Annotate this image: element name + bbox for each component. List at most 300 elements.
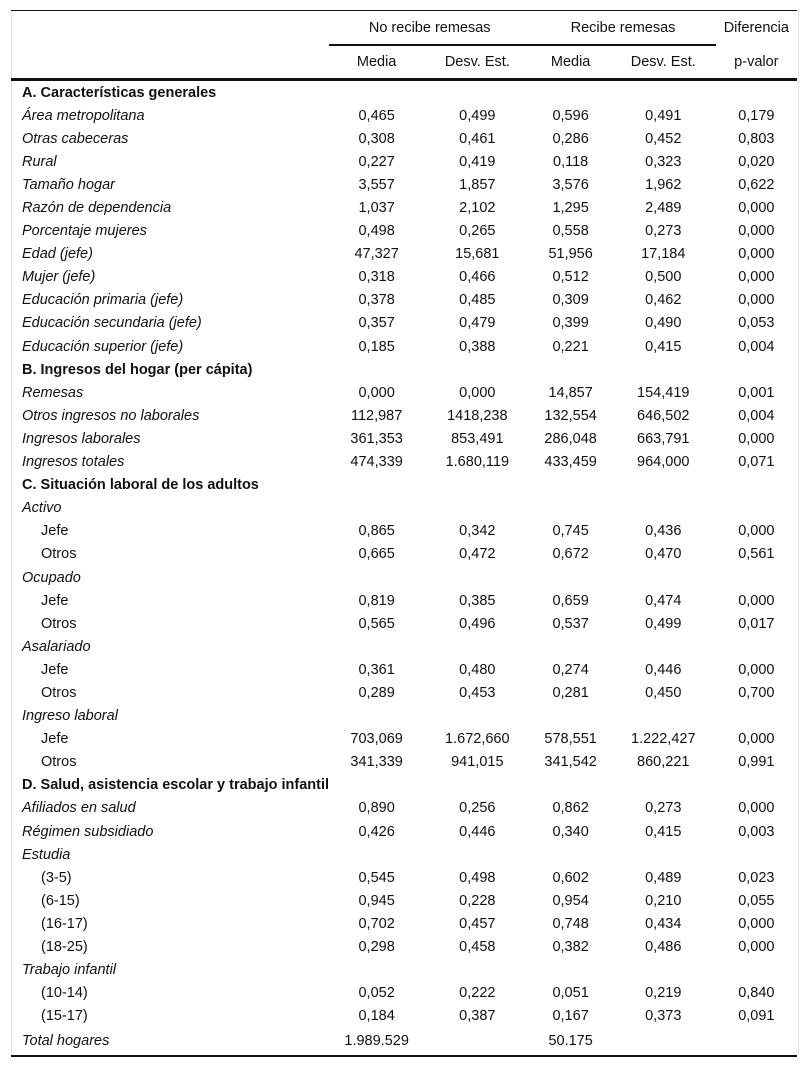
cell-media-no-recibe xyxy=(329,566,424,589)
cell-p-valor: 0,000 xyxy=(738,246,775,263)
cell-desv-no-recibe: 0,265 xyxy=(459,223,496,240)
cell-media-recibe: 0,659 xyxy=(552,592,589,609)
cell-desv-no-recibe xyxy=(424,497,530,520)
cell-desv-no-recibe: 0,461 xyxy=(459,130,496,147)
header-row-groups xyxy=(11,11,797,46)
cell-media-recibe: 0,221 xyxy=(552,338,589,355)
cell-media-recibe: 0,274 xyxy=(552,661,589,678)
header-no-recibe-remesas: No recibe remesas xyxy=(329,11,530,46)
section-header-row xyxy=(11,474,797,497)
cell-p-valor xyxy=(716,566,797,589)
header-empty xyxy=(11,11,329,46)
cell-desv-no-recibe: 0,458 xyxy=(459,939,496,956)
cell-media-no-recibe: 0,357 xyxy=(358,315,395,332)
cell-media-no-recibe: 474,339 xyxy=(350,454,403,471)
cell-p-valor xyxy=(716,1028,797,1056)
cell-media-no-recibe: 0,227 xyxy=(358,153,395,170)
cell-desv-recibe: 0,434 xyxy=(645,915,682,932)
cell-media-no-recibe: 0,185 xyxy=(358,338,395,355)
cell-p-valor xyxy=(716,635,797,658)
row-label: Rural xyxy=(22,153,57,170)
cell-desv-recibe: 0,446 xyxy=(645,661,682,678)
cell-media-recibe: 0,537 xyxy=(552,615,589,632)
cell-desv-recibe: 1,962 xyxy=(645,176,682,193)
cell-media-no-recibe: 1.989.529 xyxy=(329,1028,424,1056)
cell-p-valor xyxy=(716,959,797,982)
cell-desv-no-recibe: 0,388 xyxy=(459,338,496,355)
cell-desv-no-recibe: 0,496 xyxy=(459,615,496,632)
table-body xyxy=(11,80,797,1056)
cell-p-valor xyxy=(716,474,797,497)
cell-desv-no-recibe xyxy=(424,959,530,982)
table-row xyxy=(11,589,797,612)
cell-desv-no-recibe: 15,681 xyxy=(455,246,500,263)
cell-desv-no-recibe xyxy=(424,358,530,381)
section-header-row xyxy=(11,774,797,797)
row-label: D. Salud, asistencia escolar y trabajo infantil xyxy=(22,777,330,794)
cell-desv-no-recibe xyxy=(424,1028,530,1056)
cell-media-no-recibe: 0,498 xyxy=(358,223,395,240)
table-row xyxy=(11,497,797,520)
cell-media-recibe xyxy=(530,80,610,105)
cell-p-valor: 0,561 xyxy=(738,546,775,563)
cell-desv-recibe: 0,210 xyxy=(645,892,682,909)
cell-desv-recibe: 0,273 xyxy=(645,800,682,817)
row-label: (15-17) xyxy=(41,1008,88,1025)
cell-desv-recibe: 154,419 xyxy=(637,384,690,401)
row-label: A. Características generales xyxy=(22,84,217,101)
table-row xyxy=(11,220,797,243)
cell-p-valor: 0,840 xyxy=(738,985,775,1002)
cell-media-recibe: 0,596 xyxy=(552,107,589,124)
cell-desv-no-recibe: 0,453 xyxy=(459,684,496,701)
table-row xyxy=(11,866,797,889)
row-label: (16-17) xyxy=(41,915,88,932)
table-row xyxy=(11,728,797,751)
cell-desv-recibe: 0,486 xyxy=(645,939,682,956)
row-label: Jefe xyxy=(41,731,69,748)
table-row xyxy=(11,982,797,1005)
table-row xyxy=(11,404,797,427)
cell-media-no-recibe xyxy=(329,474,424,497)
cell-media-no-recibe xyxy=(329,358,424,381)
cell-desv-no-recibe: 0,000 xyxy=(459,384,496,401)
row-label: Jefe xyxy=(41,661,69,678)
table-row xyxy=(11,243,797,266)
cell-desv-no-recibe xyxy=(424,705,530,728)
cell-desv-recibe: 0,436 xyxy=(645,523,682,540)
row-label: (3-5) xyxy=(41,869,72,886)
cell-media-recibe: 433,459 xyxy=(544,454,597,471)
cell-media-no-recibe: 0,945 xyxy=(358,892,395,909)
cell-p-valor: 0,017 xyxy=(738,615,775,632)
table-row xyxy=(11,335,797,358)
cell-desv-no-recibe xyxy=(424,774,530,797)
cell-media-recibe: 14,857 xyxy=(548,384,593,401)
row-label: Edad (jefe) xyxy=(22,246,93,263)
cell-p-valor: 0,179 xyxy=(738,107,775,124)
cell-media-no-recibe: 0,465 xyxy=(358,107,395,124)
table-row xyxy=(11,543,797,566)
cell-media-recibe: 0,558 xyxy=(552,223,589,240)
cell-desv-no-recibe xyxy=(424,843,530,866)
cell-media-recibe: 0,602 xyxy=(552,869,589,886)
row-label: Ingresos totales xyxy=(22,454,125,471)
cell-p-valor: 0,004 xyxy=(738,407,775,424)
cell-desv-recibe xyxy=(611,705,716,728)
cell-media-no-recibe xyxy=(329,497,424,520)
cell-desv-no-recibe: 0,387 xyxy=(459,1008,496,1025)
cell-media-no-recibe xyxy=(329,843,424,866)
cell-p-valor: 0,000 xyxy=(738,800,775,817)
row-label: Área metropolitana xyxy=(22,107,145,124)
cell-desv-no-recibe: 0,342 xyxy=(459,523,496,540)
cell-media-no-recibe: 0,000 xyxy=(358,384,395,401)
cell-media-recibe xyxy=(530,843,610,866)
cell-p-valor: 0,000 xyxy=(738,200,775,217)
cell-media-recibe: 0,286 xyxy=(552,130,589,147)
cell-media-recibe xyxy=(530,474,610,497)
cell-media-no-recibe: 361,353 xyxy=(350,430,403,447)
cell-desv-no-recibe xyxy=(424,80,530,105)
cell-p-valor: 0,071 xyxy=(738,454,775,471)
cell-desv-recibe: 17,184 xyxy=(641,246,686,263)
row-label: Otros xyxy=(41,615,77,632)
cell-media-no-recibe: 0,378 xyxy=(358,292,395,309)
cell-media-no-recibe: 3,557 xyxy=(358,176,395,193)
cell-media-recibe xyxy=(530,497,610,520)
cell-media-no-recibe xyxy=(329,959,424,982)
cell-media-recibe: 0,862 xyxy=(552,800,589,817)
cell-media-recibe: 3,576 xyxy=(552,176,589,193)
table-row xyxy=(11,820,797,843)
cell-media-no-recibe: 0,702 xyxy=(358,915,395,932)
row-label: Educación primaria (jefe) xyxy=(22,292,184,309)
cell-media-no-recibe: 0,426 xyxy=(358,823,395,840)
row-label: Otros xyxy=(41,684,77,701)
cell-media-recibe: 0,672 xyxy=(552,546,589,563)
cell-desv-no-recibe: 0,499 xyxy=(459,107,496,124)
cell-media-recibe xyxy=(530,635,610,658)
cell-desv-no-recibe: 0,466 xyxy=(459,269,496,286)
cell-media-no-recibe xyxy=(329,80,424,105)
row-label: Remesas xyxy=(22,384,84,401)
table-row xyxy=(11,612,797,635)
cell-desv-recibe: 0,415 xyxy=(645,823,682,840)
table-row xyxy=(11,889,797,912)
row-label: Otros xyxy=(41,546,77,563)
cell-media-no-recibe: 112,987 xyxy=(350,407,403,424)
row-label: Ocupado xyxy=(22,569,81,586)
cell-media-recibe: 0,118 xyxy=(553,153,589,170)
cell-desv-no-recibe: 0,498 xyxy=(459,869,496,886)
row-label: Activo xyxy=(22,500,62,517)
row-label: Educación superior (jefe) xyxy=(22,338,184,355)
row-label: Jefe xyxy=(41,592,69,609)
cell-desv-recibe xyxy=(611,774,716,797)
cell-desv-no-recibe: 0,485 xyxy=(459,292,496,309)
table-row xyxy=(11,150,797,173)
row-label: Asalariado xyxy=(22,638,91,655)
cell-p-valor xyxy=(716,358,797,381)
cell-p-valor xyxy=(716,80,797,105)
cell-media-no-recibe: 0,289 xyxy=(358,684,395,701)
table-row xyxy=(11,127,797,150)
cell-p-valor: 0,000 xyxy=(738,731,775,748)
cell-desv-no-recibe: 2,102 xyxy=(459,200,496,217)
cell-media-no-recibe: 0,545 xyxy=(358,869,395,886)
cell-desv-recibe: 1.222,427 xyxy=(631,731,696,748)
cell-media-no-recibe xyxy=(329,705,424,728)
header-p-valor: p-valor xyxy=(716,45,797,80)
cell-media-recibe: 578,551 xyxy=(544,731,597,748)
cell-desv-no-recibe: 0,480 xyxy=(459,661,496,678)
cell-desv-no-recibe xyxy=(424,474,530,497)
cell-p-valor: 0,000 xyxy=(738,939,775,956)
cell-desv-no-recibe: 1,857 xyxy=(459,176,496,193)
cell-media-recibe: 0,309 xyxy=(552,292,589,309)
cell-desv-recibe: 0,415 xyxy=(645,338,682,355)
cell-media-recibe: 0,399 xyxy=(552,315,589,332)
cell-media-recibe: 286,048 xyxy=(544,430,597,447)
row-label: B. Ingresos del hogar (per cápita) xyxy=(22,361,253,378)
table-row xyxy=(11,658,797,681)
cell-media-recibe: 0,051 xyxy=(552,985,589,1002)
row-label: Razón de dependencia xyxy=(22,200,172,217)
cell-media-recibe xyxy=(530,705,610,728)
table-row xyxy=(11,427,797,450)
section-header-row xyxy=(11,80,797,105)
row-label: Ingreso laboral xyxy=(22,708,118,725)
header-diferencia: Diferencia xyxy=(716,11,797,46)
cell-p-valor: 0,000 xyxy=(738,592,775,609)
cell-p-valor: 0,003 xyxy=(738,823,775,840)
cell-desv-recibe: 0,500 xyxy=(645,269,682,286)
cell-desv-recibe: 964,000 xyxy=(637,454,690,471)
table-row xyxy=(11,1028,797,1056)
cell-desv-recibe: 0,491 xyxy=(645,107,682,124)
cell-p-valor: 0,053 xyxy=(738,315,775,332)
cell-p-valor: 0,622 xyxy=(738,176,775,193)
cell-desv-recibe: 0,373 xyxy=(645,1008,682,1025)
cell-desv-no-recibe: 0,446 xyxy=(459,823,496,840)
table-row xyxy=(11,520,797,543)
row-label: (18-25) xyxy=(41,939,88,956)
row-label: Total hogares xyxy=(11,1028,329,1056)
row-label: Trabajo infantil xyxy=(22,962,117,979)
cell-p-valor: 0,000 xyxy=(738,223,775,240)
cell-p-valor: 0,020 xyxy=(738,153,775,170)
cell-p-valor xyxy=(716,497,797,520)
cell-media-recibe: 0,745 xyxy=(552,523,589,540)
table-row xyxy=(11,566,797,589)
cell-desv-recibe xyxy=(611,80,716,105)
table-row xyxy=(11,751,797,774)
cell-p-valor: 0,000 xyxy=(738,661,775,678)
cell-media-recibe: 341,542 xyxy=(544,754,597,771)
cell-media-no-recibe: 0,819 xyxy=(358,592,395,609)
cell-p-valor: 0,091 xyxy=(738,1008,775,1025)
cell-desv-recibe: 0,219 xyxy=(645,985,682,1002)
cell-desv-recibe xyxy=(611,959,716,982)
cell-desv-recibe xyxy=(611,843,716,866)
cell-p-valor: 0,023 xyxy=(738,869,775,886)
cell-p-valor: 0,700 xyxy=(738,684,775,701)
cell-desv-recibe: 0,450 xyxy=(645,684,682,701)
cell-media-recibe: 0,281 xyxy=(552,684,589,701)
cell-desv-recibe xyxy=(611,497,716,520)
table-row xyxy=(11,289,797,312)
cell-p-valor: 0,055 xyxy=(738,892,775,909)
cell-p-valor: 0,000 xyxy=(738,269,775,286)
row-label: Otros xyxy=(41,754,77,771)
cell-desv-no-recibe: 0,222 xyxy=(459,985,496,1002)
row-label: Mujer (jefe) xyxy=(22,269,96,286)
cell-p-valor xyxy=(716,774,797,797)
header-media-no-recibe: Media xyxy=(329,45,424,80)
cell-media-recibe xyxy=(530,774,610,797)
row-label: Otras cabeceras xyxy=(22,130,129,147)
cell-media-no-recibe: 0,308 xyxy=(358,130,395,147)
header-desv-no-recibe: Desv. Est. xyxy=(424,45,530,80)
cell-desv-recibe: 0,499 xyxy=(645,615,682,632)
row-label: Educación secundaria (jefe) xyxy=(22,315,202,332)
row-label: Tamaño hogar xyxy=(22,176,115,193)
cell-desv-no-recibe: 0,419 xyxy=(459,153,496,170)
cell-p-valor: 0,000 xyxy=(738,430,775,447)
cell-desv-recibe: 0,462 xyxy=(645,292,682,309)
row-label: (6-15) xyxy=(41,892,80,909)
cell-desv-no-recibe: 0,479 xyxy=(459,315,496,332)
cell-desv-no-recibe xyxy=(424,566,530,589)
table-row xyxy=(11,843,797,866)
cell-media-recibe: 0,512 xyxy=(552,269,589,286)
table-row xyxy=(11,705,797,728)
cell-p-valor: 0,004 xyxy=(738,338,775,355)
cell-media-no-recibe: 0,865 xyxy=(358,523,395,540)
table-row xyxy=(11,381,797,404)
cell-desv-no-recibe: 1418,238 xyxy=(447,407,508,424)
cell-media-recibe xyxy=(530,566,610,589)
table-row xyxy=(11,912,797,935)
cell-desv-recibe: 646,502 xyxy=(637,407,690,424)
cell-media-no-recibe: 0,184 xyxy=(358,1008,395,1025)
table-row xyxy=(11,1005,797,1028)
table-row xyxy=(11,312,797,335)
table-row xyxy=(11,196,797,219)
cell-desv-recibe xyxy=(611,635,716,658)
cell-media-no-recibe xyxy=(329,635,424,658)
cell-p-valor: 0,000 xyxy=(738,915,775,932)
cell-desv-recibe: 0,470 xyxy=(645,546,682,563)
cell-desv-no-recibe xyxy=(424,635,530,658)
cell-media-recibe: 0,340 xyxy=(552,823,589,840)
cell-media-no-recibe: 0,665 xyxy=(358,546,395,563)
cell-desv-recibe xyxy=(611,474,716,497)
table-row xyxy=(11,681,797,704)
header-desv-recibe: Desv. Est. xyxy=(611,45,716,80)
cell-p-valor xyxy=(716,705,797,728)
cell-media-no-recibe: 1,037 xyxy=(358,200,395,217)
cell-desv-no-recibe: 941,015 xyxy=(451,754,504,771)
cell-media-recibe: 0,167 xyxy=(552,1008,589,1025)
table-row xyxy=(11,797,797,820)
row-label: (10-14) xyxy=(41,985,88,1002)
cell-desv-no-recibe: 0,385 xyxy=(459,592,496,609)
header-media-recibe: Media xyxy=(530,45,610,80)
cell-desv-recibe: 0,273 xyxy=(645,223,682,240)
cell-media-no-recibe: 0,361 xyxy=(358,661,395,678)
cell-media-recibe: 51,956 xyxy=(548,246,593,263)
cell-media-no-recibe: 0,318 xyxy=(358,269,395,286)
cell-desv-recibe xyxy=(611,358,716,381)
row-label: Afiliados en salud xyxy=(22,800,136,817)
cell-desv-recibe: 0,490 xyxy=(645,315,682,332)
cell-desv-recibe: 2,489 xyxy=(645,200,682,217)
row-label: Régimen subsidiado xyxy=(22,823,154,840)
cell-media-no-recibe: 703,069 xyxy=(350,731,403,748)
cell-media-no-recibe: 0,052 xyxy=(358,985,395,1002)
row-label: Estudia xyxy=(22,846,71,863)
cell-desv-no-recibe: 853,491 xyxy=(451,430,504,447)
table-row xyxy=(11,266,797,289)
table-row xyxy=(11,451,797,474)
cell-media-no-recibe: 0,298 xyxy=(358,939,395,956)
cell-media-recibe: 0,954 xyxy=(552,892,589,909)
cell-p-valor: 0,803 xyxy=(738,130,775,147)
row-label: C. Situación laboral de los adultos xyxy=(22,477,259,494)
table-row xyxy=(11,104,797,127)
cell-p-valor: 0,001 xyxy=(738,384,775,401)
cell-desv-no-recibe: 0,457 xyxy=(459,915,496,932)
cell-desv-no-recibe: 1.680,119 xyxy=(445,454,510,471)
table-row xyxy=(11,935,797,958)
header-recibe-remesas: Recibe remesas xyxy=(530,11,715,46)
cell-media-no-recibe: 0,565 xyxy=(358,615,395,632)
cell-desv-no-recibe: 0,228 xyxy=(459,892,496,909)
cell-desv-no-recibe: 1.672,660 xyxy=(445,731,510,748)
row-label: Ingresos laborales xyxy=(22,430,141,447)
cell-desv-recibe: 860,221 xyxy=(637,754,690,771)
cell-desv-recibe: 0,474 xyxy=(645,592,682,609)
cell-desv-recibe: 0,489 xyxy=(645,869,682,886)
table-row xyxy=(11,959,797,982)
cell-desv-recibe: 0,452 xyxy=(645,130,682,147)
cell-media-recibe xyxy=(530,358,610,381)
cell-media-recibe: 0,748 xyxy=(552,915,589,932)
cell-p-valor: 0,991 xyxy=(738,754,775,771)
cell-desv-recibe xyxy=(611,566,716,589)
cell-desv-recibe: 0,323 xyxy=(645,153,682,170)
section-header-row xyxy=(11,358,797,381)
cell-media-no-recibe xyxy=(329,774,424,797)
cell-media-recibe: 0,382 xyxy=(552,939,589,956)
cell-media-no-recibe: 47,327 xyxy=(354,246,399,263)
cell-p-valor: 0,000 xyxy=(738,292,775,309)
cell-desv-recibe xyxy=(611,1028,716,1056)
cell-media-no-recibe: 0,890 xyxy=(358,800,395,817)
cell-desv-no-recibe: 0,256 xyxy=(459,800,496,817)
cell-media-recibe: 50.175 xyxy=(530,1028,610,1056)
cell-media-recibe: 132,554 xyxy=(544,407,597,424)
remittances-statistics-table xyxy=(11,10,797,1057)
cell-media-recibe: 1,295 xyxy=(552,200,589,217)
cell-media-no-recibe: 341,339 xyxy=(350,754,403,771)
cell-media-recibe xyxy=(530,959,610,982)
cell-desv-no-recibe: 0,472 xyxy=(459,546,496,563)
row-label: Porcentaje mujeres xyxy=(22,223,147,240)
cell-desv-recibe: 663,791 xyxy=(637,430,690,447)
